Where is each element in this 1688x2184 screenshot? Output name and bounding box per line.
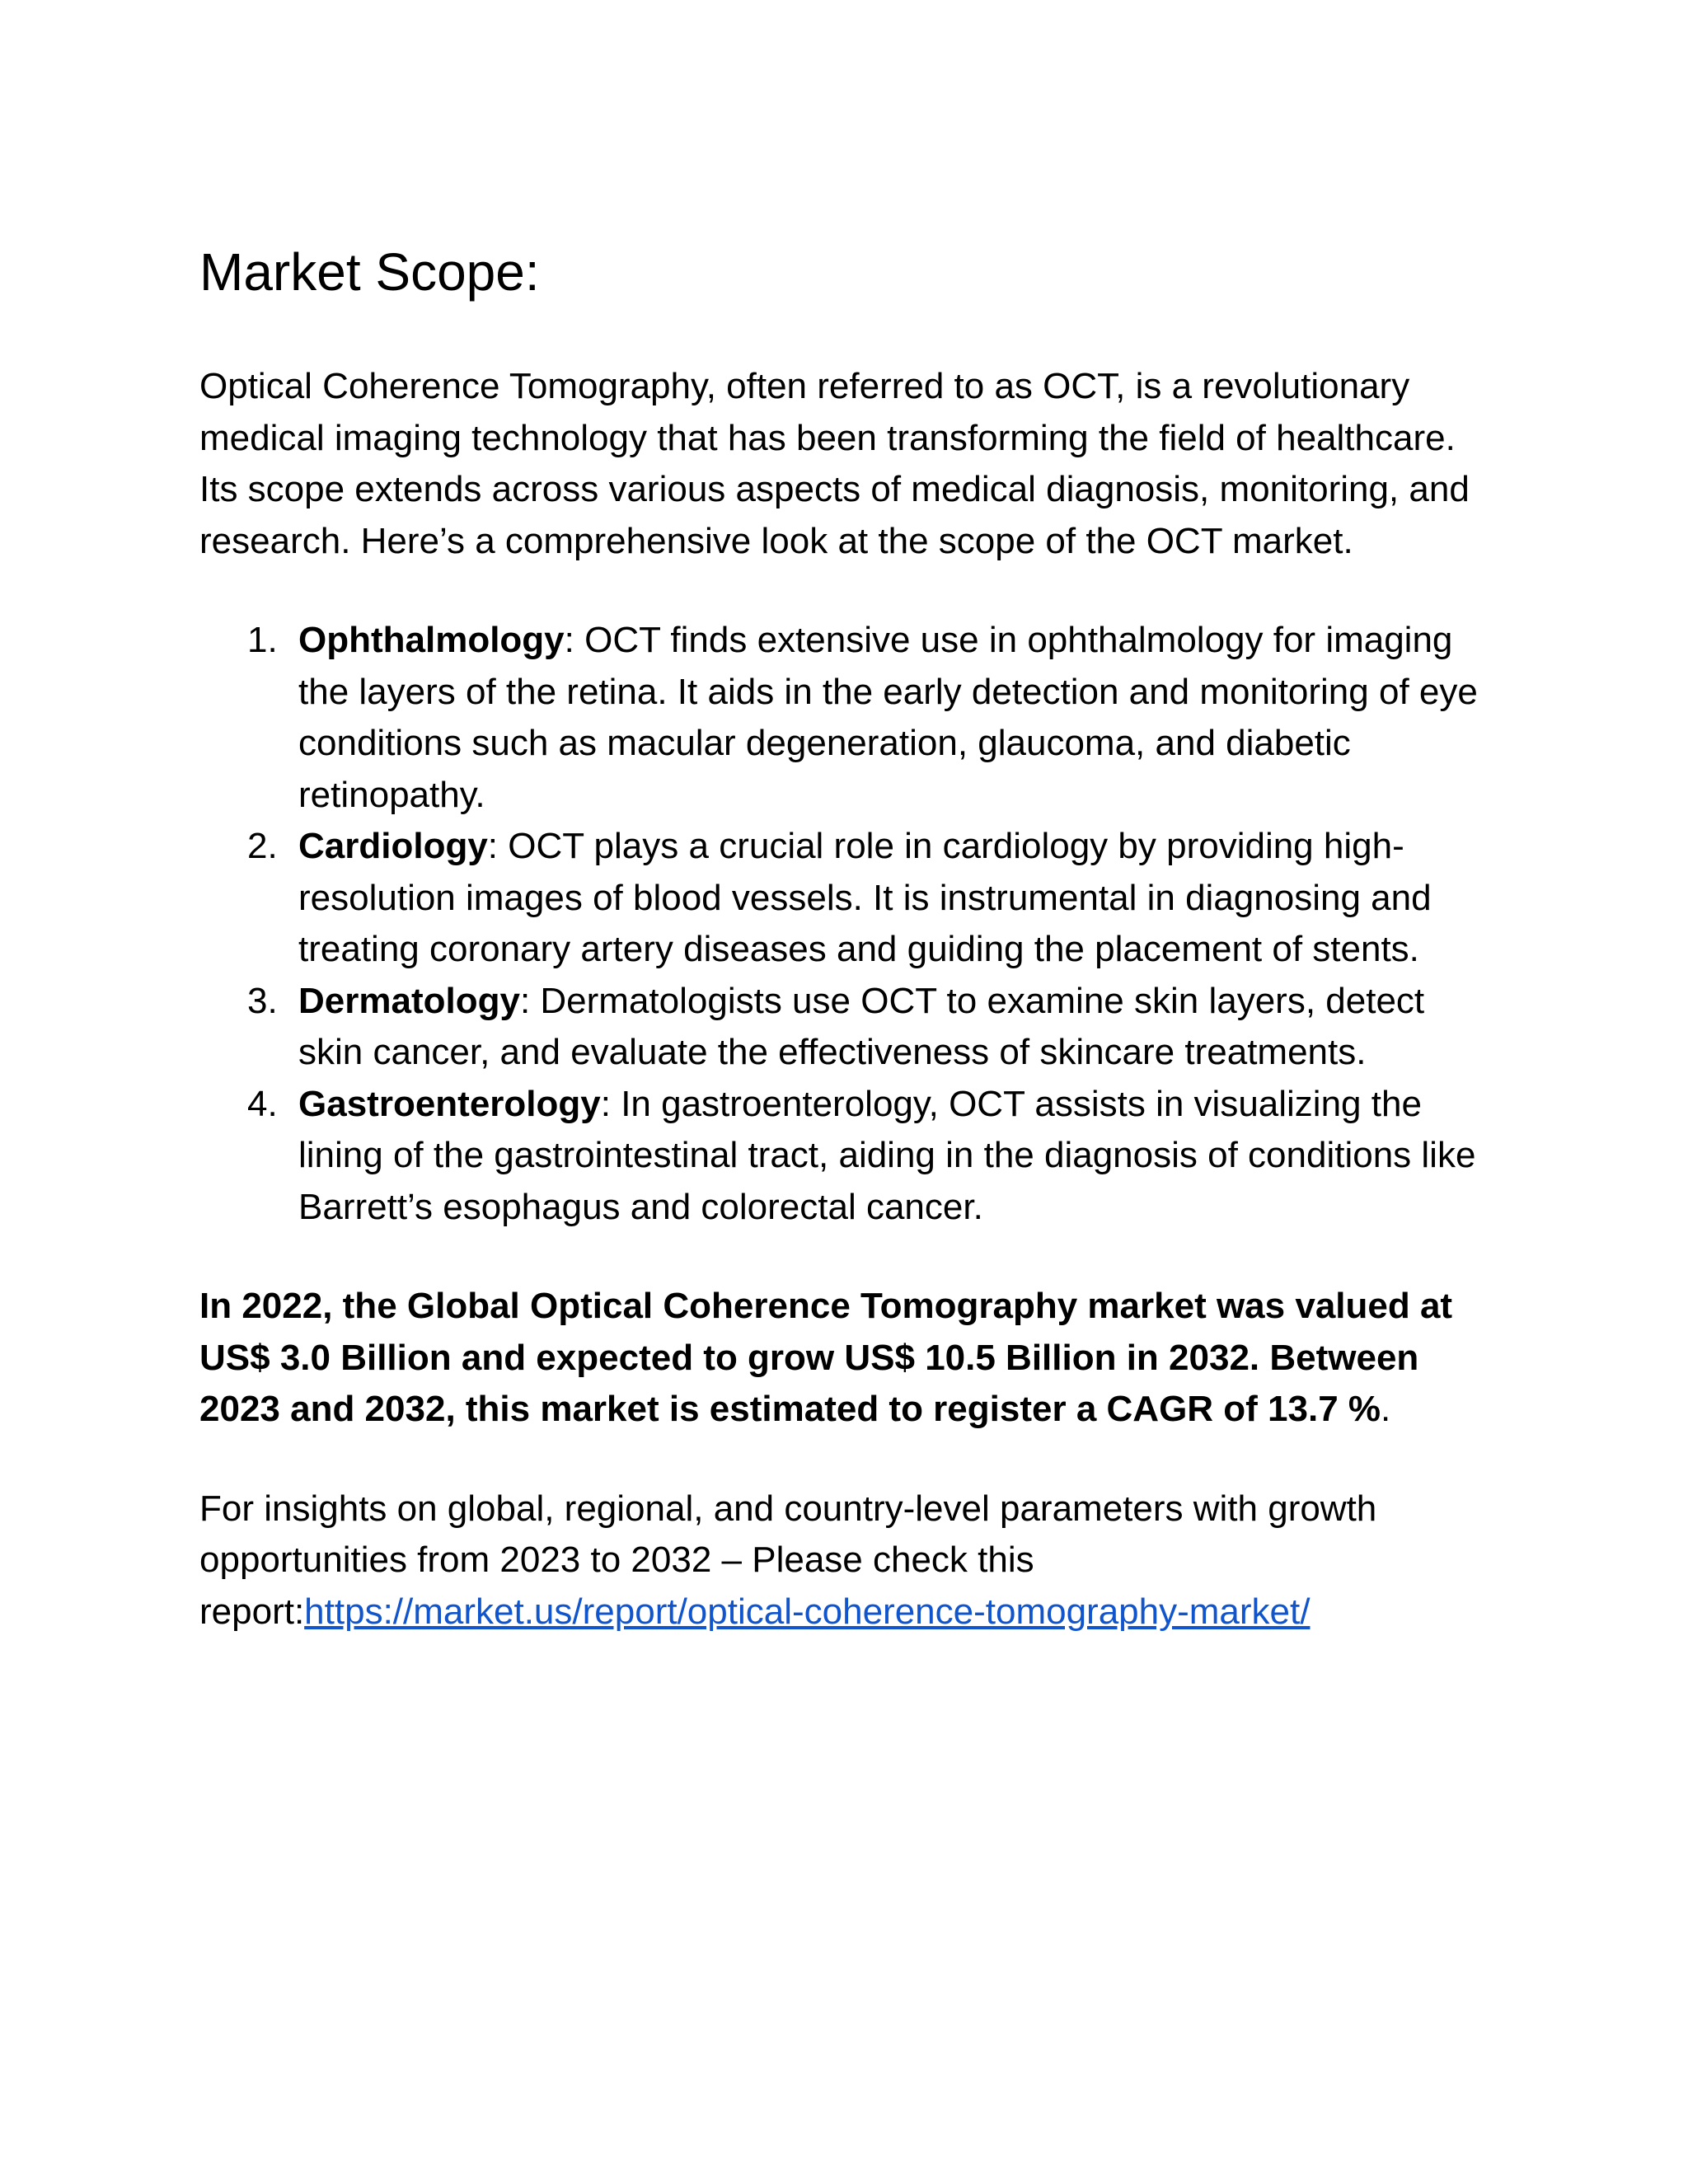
list-item-term: Ophthalmology: [298, 620, 565, 660]
list-item-term: Dermatology: [298, 980, 520, 1021]
list-item: [199, 821, 1493, 976]
report-link[interactable]: https://market.us/report/optical-coherence-tomography-market/: [304, 1591, 1311, 1632]
document-content: [199, 239, 1493, 1638]
market-highlight-text: In 2022, the Global Optical Coherence Tomography market was valued at US$ 3.0 Billion and expected to grow US$ 10.5 Billion in 2032. Between 2023 and 2032, this market is estimated to register a CAGR of 13.7 %: [199, 1286, 1453, 1429]
list-item: [199, 976, 1493, 1079]
list-item-text: : OCT plays a crucial role in cardiology by providing high-resolution images of blood vessels. It is instrumental in diagnosing and treating coronary artery diseases and guiding the placement of stents.: [298, 826, 1432, 969]
list-item-text: : OCT finds extensive use in ophthalmology for imaging the layers of the retina. It aids in the early detection and monitoring of eye conditions such as macular degeneration, glaucoma, and diabetic retinopathy.: [298, 620, 1478, 815]
list-item-term: Gastroenterology: [298, 1083, 601, 1124]
list-item: [199, 1079, 1493, 1234]
list-item-term: Cardiology: [298, 826, 488, 866]
list-item-number: 3.: [247, 980, 278, 1021]
list-item: [199, 615, 1493, 821]
insights-text: For insights on global, regional, and country-level parameters with growth opportunities from 2023 to 2032 – Please check this report:: [199, 1488, 1377, 1632]
list-item-text: : In gastroenterology, OCT assists in visualizing the lining of the gastrointestinal tract, aiding in the diagnosis of conditions like Barrett’s esophagus and colorectal cancer.: [298, 1083, 1476, 1227]
page-title: Market Scope:: [199, 242, 540, 302]
insights-paragraph: [199, 1483, 1493, 1638]
list-item-text: : Dermatologists use OCT to examine skin layers, detect skin cancer, and evaluate the effectiveness of skincare treatments.: [298, 980, 1425, 1072]
market-highlight-paragraph: [199, 1281, 1493, 1436]
list-item-number: 1.: [247, 620, 278, 660]
scope-list: [199, 615, 1493, 1233]
list-item-number: 2.: [247, 826, 278, 866]
list-item-number: 4.: [247, 1083, 278, 1124]
intro-paragraph: Optical Coherence Tomography, often referred to as OCT, is a revolutionary medical imaging technology that has been transforming the field of healthcare. Its scope extends across various aspects of medical diagnosis, monitoring, and research. Here’s a comprehensive look at the scope of the OCT market.: [199, 366, 1470, 561]
market-highlight-tail: .: [1381, 1389, 1391, 1429]
